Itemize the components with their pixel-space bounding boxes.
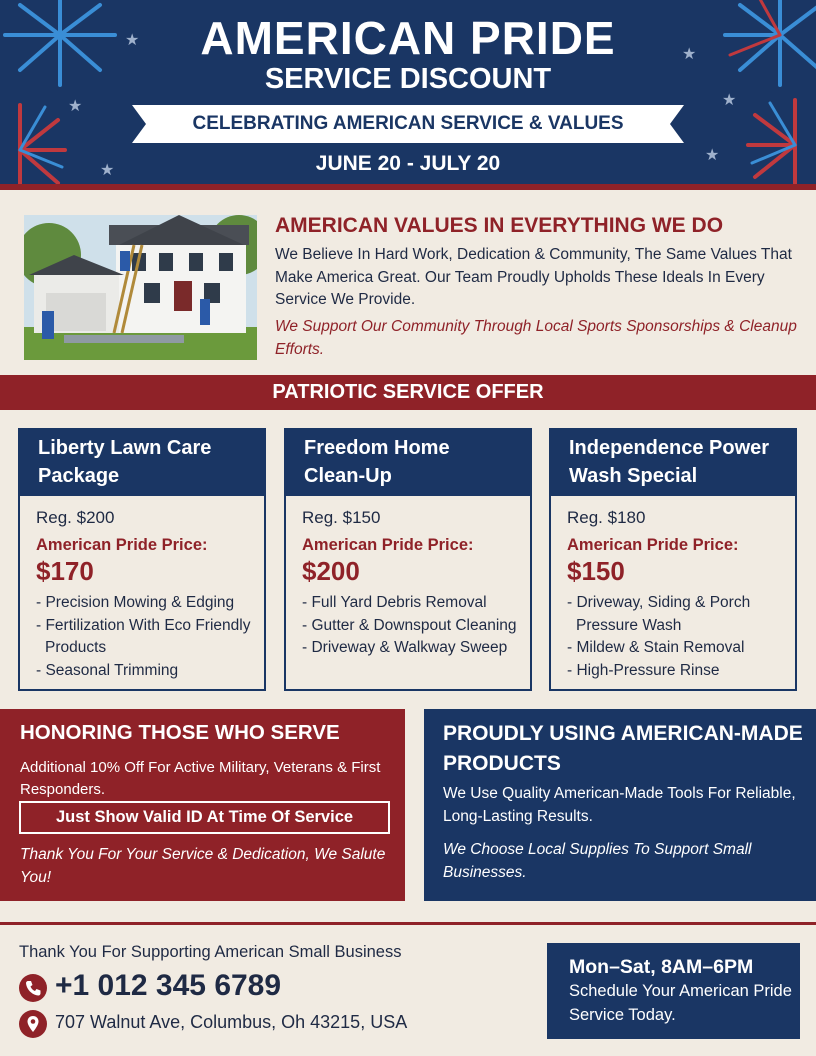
list-item: - Gutter & Downspout Cleaning [302,616,517,634]
star-icon: ★ [100,162,115,179]
honoring-thanks-text: Thank You For Your Service & Dedication, We Salute You! [20,846,386,886]
star-icon: ★ [682,46,697,63]
ribbon-banner [132,105,684,143]
card-title: Freedom Home Clean-Up [286,430,530,496]
card-title: Liberty Lawn Care Package [20,430,264,496]
pin-glyph [19,1010,47,1038]
business-address: 707 Walnut Ave, Columbus, Oh 43215, USA [55,1012,408,1032]
main-title: AMERICAN PRIDE [200,12,616,64]
american-made-panel [424,709,816,901]
offer-card-freedom [284,428,532,691]
phone-glyph [19,974,47,1002]
star-icon: ★ [68,98,83,115]
card-price-label: American Pride Price: [302,536,474,554]
american-made-heading: PROUDLY USING AMERICAN-MADE PRODUCTS [443,722,803,775]
card-feature-list [567,592,791,682]
card-price-label: American Pride Price: [567,536,739,554]
business-hours: Mon–Sat, 8AM–6PM [569,956,754,978]
values-heading: AMERICAN VALUES IN EVERYTHING WE DO [275,214,724,237]
list-item: - Seasonal Trimming [36,661,179,679]
star-icon: ★ [705,147,720,164]
footer-divider [0,922,816,925]
house-illustration [24,215,257,360]
list-item: - Full Yard Debris Removal [302,594,487,611]
card-sale-price: $170 [36,556,94,586]
american-made-body-text: We Use Quality American-Made Tools For Reliable, Long-Lasting Results. [443,785,796,825]
phone-number[interactable]: +1 012 345 6789 [55,969,282,1002]
card-regular-price: Reg. $180 [567,508,646,527]
star-icon: ★ [125,32,140,49]
offer-heading-bar: PATRIOTIC SERVICE OFFER [0,375,816,410]
offer-card-independence [549,428,797,691]
honoring-panel [0,709,405,901]
list-item: - High-Pressure Rinse [567,661,720,679]
ribbon-text: CELEBRATING AMERICAN SERVICE & VALUES [192,113,624,134]
offer-card-liberty [18,428,266,691]
star-icon: ★ [722,92,737,109]
card-sale-price: $150 [567,556,625,586]
card-price-label: American Pride Price: [36,536,208,554]
american-made-local-text: We Choose Local Supplies To Support Small Businesses. [443,841,752,881]
house-photo [24,215,257,360]
hours-panel [547,943,800,1039]
header-stripe [0,184,816,190]
values-community-text: We Support Our Community Through Local Sports Sponsorships & Cleanup Efforts. [275,318,797,358]
card-regular-price: Reg. $200 [36,508,115,527]
valid-id-notice: Just Show Valid ID At Time Of Service [19,801,390,834]
promo-dates: JUNE 20 - JULY 20 [315,152,501,175]
values-body-text: We Believe In Hard Work, Dedication & Community, The Same Values That Make America Great. Our Team Proudly Upholds These Ideals In Every Service We Provide. [275,246,792,308]
list-item: - Driveway, Siding & Porch Pressure Wash [567,594,751,634]
honoring-heading: HONORING THOSE WHO SERVE [20,721,340,744]
card-sale-price: $200 [302,556,360,586]
list-item: - Mildew & Stain Removal [567,639,745,656]
map-pin-icon [19,1010,47,1038]
phone-icon [19,974,47,1002]
card-feature-list [302,592,526,660]
header-banner [0,0,816,190]
schedule-cta-text: Schedule Your American Pride Service Today. [569,982,792,1024]
footer-thanks-text: Thank You For Supporting American Small Business [19,943,402,961]
list-item: - Precision Mowing & Edging [36,594,235,611]
card-title: Independence Power Wash Special [551,430,795,496]
list-item: - Driveway & Walkway Sweep [302,639,508,656]
honoring-body-text: Additional 10% Off For Active Military, Veterans & First Responders. [20,759,381,798]
card-feature-list [36,592,260,682]
main-subtitle: SERVICE DISCOUNT [264,63,552,95]
card-regular-price: Reg. $150 [302,508,381,527]
list-item: - Fertilization With Eco Friendly Products [36,616,251,656]
